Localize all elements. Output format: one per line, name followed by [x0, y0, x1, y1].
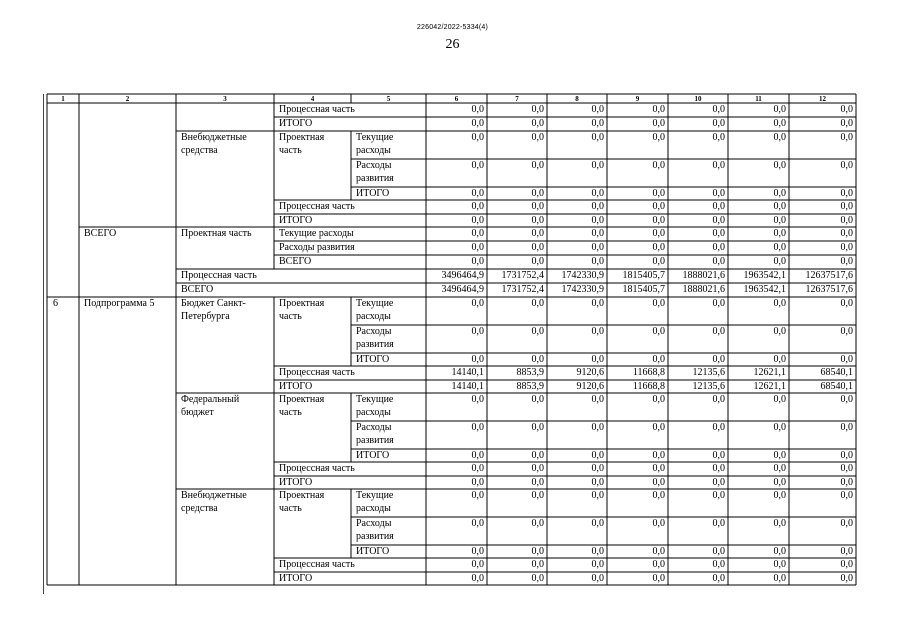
row-label: Проектная часть [181, 228, 252, 239]
value-cell: 0,0 [840, 326, 853, 337]
value-cell: 0,0 [773, 546, 786, 557]
value-cell: 0,0 [471, 477, 484, 488]
row-label: Проектная часть [279, 490, 325, 514]
row-label: Текущие расходы [356, 298, 394, 322]
value-cell: 0,0 [712, 573, 725, 584]
value-cell: 0,0 [652, 118, 665, 129]
value-cell: 0,0 [840, 298, 853, 309]
row-label: ИТОГО [279, 477, 313, 488]
value-cell: 0,0 [840, 573, 853, 584]
column-header: 2 [125, 95, 130, 103]
value-cell: 0,0 [773, 573, 786, 584]
value-cell: 0,0 [531, 228, 544, 239]
value-cell: 0,0 [840, 242, 853, 253]
value-cell: 0,0 [591, 118, 604, 129]
value-cell: 0,0 [591, 518, 604, 529]
value-cell: 0,0 [652, 546, 665, 557]
value-cell: 1963542,1 [743, 284, 786, 295]
value-cell: 0,0 [712, 394, 725, 405]
value-cell: 0,0 [531, 450, 544, 461]
value-cell: 0,0 [773, 354, 786, 365]
value-cell: 0,0 [773, 422, 786, 433]
value-cell: 0,0 [773, 228, 786, 239]
value-cell: 0,0 [840, 394, 853, 405]
value-cell: 0,0 [773, 298, 786, 309]
value-cell: 0,0 [471, 559, 484, 570]
value-cell: 0,0 [471, 463, 484, 474]
value-cell: 0,0 [591, 450, 604, 461]
value-cell: 0,0 [591, 422, 604, 433]
row-label: Процессная часть [279, 367, 355, 378]
value-cell: 1742330,9 [561, 284, 604, 295]
value-cell: 0,0 [531, 201, 544, 212]
column-header: 4 [310, 95, 315, 103]
value-cell: 0,0 [591, 490, 604, 501]
value-cell: 0,0 [471, 394, 484, 405]
value-cell: 11668,8 [632, 381, 665, 392]
row-label: Расходы развития [356, 326, 394, 350]
row-label: 6 [53, 298, 58, 309]
value-cell: 0,0 [591, 188, 604, 199]
value-cell: 0,0 [652, 242, 665, 253]
row-label: Расходы развития [356, 160, 394, 184]
value-cell: 0,0 [652, 201, 665, 212]
value-cell: 12637517,6 [805, 270, 853, 281]
value-cell: 0,0 [840, 518, 853, 529]
value-cell: 14140,1 [451, 381, 484, 392]
value-cell: 0,0 [471, 422, 484, 433]
value-cell: 0,0 [840, 422, 853, 433]
value-cell: 0,0 [591, 132, 604, 143]
value-cell: 11668,8 [632, 367, 665, 378]
value-cell: 12621,1 [753, 381, 786, 392]
value-cell: 0,0 [531, 394, 544, 405]
value-cell: 0,0 [652, 573, 665, 584]
value-cell: 0,0 [840, 132, 853, 143]
value-cell: 0,0 [531, 298, 544, 309]
value-cell: 0,0 [712, 450, 725, 461]
value-cell: 0,0 [591, 242, 604, 253]
value-cell: 0,0 [712, 354, 725, 365]
value-cell: 0,0 [591, 256, 604, 267]
row-label: Подпрограмма 5 [84, 298, 155, 309]
value-cell: 0,0 [591, 573, 604, 584]
row-label: Расходы развития [356, 518, 394, 542]
value-cell: 0,0 [840, 256, 853, 267]
value-cell: 0,0 [712, 188, 725, 199]
value-cell: 0,0 [773, 188, 786, 199]
value-cell: 0,0 [712, 256, 725, 267]
value-cell: 0,0 [712, 490, 725, 501]
value-cell: 0,0 [652, 256, 665, 267]
value-cell: 0,0 [712, 215, 725, 226]
row-label: Расходы развития [356, 422, 394, 446]
value-cell: 0,0 [471, 298, 484, 309]
value-cell: 0,0 [471, 132, 484, 143]
value-cell: 0,0 [531, 546, 544, 557]
value-cell: 0,0 [773, 118, 786, 129]
value-cell: 0,0 [471, 118, 484, 129]
value-cell: 0,0 [531, 477, 544, 488]
value-cell: 0,0 [840, 228, 853, 239]
page-number: 26 [445, 37, 460, 52]
column-header: 11 [755, 95, 762, 103]
value-cell: 0,0 [712, 463, 725, 474]
value-cell: 68540,1 [820, 367, 853, 378]
value-cell: 0,0 [591, 104, 604, 115]
value-cell: 9120,6 [576, 367, 604, 378]
value-cell: 0,0 [840, 490, 853, 501]
row-label: Текущие расходы [356, 490, 394, 514]
value-cell: 0,0 [773, 450, 786, 461]
value-cell: 0,0 [712, 477, 725, 488]
value-cell: 0,0 [471, 546, 484, 557]
value-cell: 0,0 [652, 394, 665, 405]
value-cell: 0,0 [531, 326, 544, 337]
row-label: Процессная часть [279, 559, 355, 570]
value-cell: 0,0 [531, 188, 544, 199]
value-cell: 0,0 [773, 132, 786, 143]
value-cell: 0,0 [840, 450, 853, 461]
value-cell: 0,0 [591, 326, 604, 337]
value-cell: 1742330,9 [561, 270, 604, 281]
value-cell: 12135,6 [692, 381, 725, 392]
value-cell: 0,0 [773, 518, 786, 529]
value-cell: 0,0 [773, 394, 786, 405]
value-cell: 12135,6 [692, 367, 725, 378]
value-cell: 0,0 [652, 132, 665, 143]
value-cell: 0,0 [840, 354, 853, 365]
value-cell: 0,0 [712, 298, 725, 309]
value-cell: 0,0 [712, 160, 725, 171]
value-cell: 0,0 [591, 477, 604, 488]
value-cell: 0,0 [773, 326, 786, 337]
value-cell: 12621,1 [753, 367, 786, 378]
value-cell: 0,0 [773, 490, 786, 501]
value-cell: 0,0 [471, 228, 484, 239]
row-label: ВСЕГО [279, 256, 312, 267]
value-cell: 0,0 [773, 463, 786, 474]
row-label: Внебюджетные средства [181, 132, 247, 156]
scan-artifact-line [43, 94, 44, 594]
column-header: 8 [575, 95, 579, 103]
value-cell: 0,0 [652, 559, 665, 570]
row-label: ВСЕГО [181, 284, 214, 295]
value-cell: 0,0 [773, 160, 786, 171]
row-label: Процессная часть [279, 104, 355, 115]
value-cell: 0,0 [712, 132, 725, 143]
value-cell: 0,0 [591, 463, 604, 474]
row-label: Проектная часть [279, 298, 325, 322]
value-cell: 0,0 [471, 242, 484, 253]
value-cell: 0,0 [471, 256, 484, 267]
value-cell: 0,0 [712, 242, 725, 253]
value-cell: 0,0 [712, 104, 725, 115]
value-cell: 0,0 [840, 118, 853, 129]
value-cell: 0,0 [531, 354, 544, 365]
value-cell: 0,0 [591, 394, 604, 405]
value-cell: 0,0 [652, 215, 665, 226]
value-cell: 0,0 [840, 546, 853, 557]
value-cell: 0,0 [591, 228, 604, 239]
value-cell: 0,0 [652, 518, 665, 529]
column-header: 12 [819, 95, 826, 103]
value-cell: 8853,9 [516, 367, 544, 378]
value-cell: 0,0 [712, 546, 725, 557]
value-cell: 0,0 [591, 201, 604, 212]
value-cell: 0,0 [531, 463, 544, 474]
value-cell: 0,0 [531, 160, 544, 171]
value-cell: 0,0 [471, 354, 484, 365]
row-label: ИТОГО [279, 381, 313, 392]
value-cell: 0,0 [712, 518, 725, 529]
value-cell: 0,0 [652, 450, 665, 461]
value-cell: 0,0 [652, 326, 665, 337]
row-label: Расходы развития [279, 242, 355, 253]
value-cell: 9120,6 [576, 381, 604, 392]
value-cell: 0,0 [840, 201, 853, 212]
value-cell: 0,0 [531, 518, 544, 529]
document-registration-number: 226042/2022-5334(4) [416, 24, 489, 31]
row-label: Процессная часть [181, 270, 257, 281]
value-cell: 14140,1 [451, 367, 484, 378]
row-label: Процессная часть [279, 463, 355, 474]
value-cell: 0,0 [652, 463, 665, 474]
value-cell: 0,0 [712, 118, 725, 129]
row-label: ИТОГО [279, 118, 313, 129]
row-label: Бюджет Санкт- Петербурга [181, 298, 246, 322]
value-cell: 0,0 [531, 559, 544, 570]
value-cell: 1963542,1 [743, 270, 786, 281]
row-label: ИТОГО [279, 573, 313, 584]
row-label: Федеральный бюджет [181, 394, 240, 418]
value-cell: 0,0 [773, 215, 786, 226]
row-label: ИТОГО [279, 215, 313, 226]
value-cell: 0,0 [652, 477, 665, 488]
value-cell: 0,0 [591, 160, 604, 171]
row-label: Процессная часть [279, 201, 355, 212]
value-cell: 0,0 [840, 463, 853, 474]
column-header: 5 [386, 95, 391, 103]
value-cell: 0,0 [773, 477, 786, 488]
value-cell: 1888021,6 [682, 284, 725, 295]
value-cell: 0,0 [471, 450, 484, 461]
value-cell: 0,0 [531, 573, 544, 584]
value-cell: 0,0 [712, 559, 725, 570]
row-label: ИТОГО [356, 450, 390, 461]
value-cell: 1888021,6 [682, 270, 725, 281]
value-cell: 0,0 [773, 256, 786, 267]
value-cell: 0,0 [591, 546, 604, 557]
column-header: 1 [61, 95, 65, 103]
value-cell: 0,0 [840, 559, 853, 570]
row-label: Проектная часть [279, 132, 325, 156]
value-cell: 0,0 [840, 477, 853, 488]
value-cell: 0,0 [652, 422, 665, 433]
value-cell: 0,0 [471, 104, 484, 115]
column-header: 7 [515, 95, 519, 103]
value-cell: 68540,1 [820, 381, 853, 392]
value-cell: 0,0 [471, 518, 484, 529]
value-cell: 0,0 [531, 118, 544, 129]
value-cell: 0,0 [712, 326, 725, 337]
value-cell: 0,0 [652, 228, 665, 239]
value-cell: 1815405,7 [622, 270, 665, 281]
value-cell: 0,0 [712, 422, 725, 433]
value-cell: 0,0 [840, 160, 853, 171]
row-label: ИТОГО [356, 546, 390, 557]
value-cell: 0,0 [652, 298, 665, 309]
value-cell: 0,0 [652, 104, 665, 115]
row-label: ИТОГО [356, 354, 390, 365]
value-cell: 12637517,6 [805, 284, 853, 295]
value-cell: 1731752,4 [501, 270, 544, 281]
value-cell: 0,0 [471, 160, 484, 171]
value-cell: 0,0 [531, 256, 544, 267]
value-cell: 0,0 [773, 104, 786, 115]
value-cell: 0,0 [471, 573, 484, 584]
value-cell: 0,0 [471, 490, 484, 501]
value-cell: 0,0 [531, 242, 544, 253]
value-cell: 0,0 [471, 326, 484, 337]
row-label: Текущие расходы [356, 132, 394, 156]
value-cell: 0,0 [712, 201, 725, 212]
value-cell: 0,0 [840, 188, 853, 199]
value-cell: 0,0 [773, 201, 786, 212]
row-label: ВСЕГО [84, 228, 117, 239]
value-cell: 3496464,9 [441, 284, 484, 295]
row-label: Внебюджетные средства [181, 490, 247, 514]
value-cell: 0,0 [652, 188, 665, 199]
value-cell: 0,0 [531, 104, 544, 115]
column-header: 6 [454, 95, 459, 103]
value-cell: 0,0 [471, 201, 484, 212]
value-cell: 0,0 [531, 215, 544, 226]
column-header: 10 [694, 95, 702, 103]
value-cell: 0,0 [652, 490, 665, 501]
row-label: Проектная часть [279, 394, 325, 418]
value-cell: 0,0 [471, 188, 484, 199]
value-cell: 0,0 [773, 559, 786, 570]
value-cell: 0,0 [531, 490, 544, 501]
value-cell: 0,0 [591, 559, 604, 570]
value-cell: 0,0 [531, 422, 544, 433]
value-cell: 0,0 [652, 354, 665, 365]
value-cell: 0,0 [531, 132, 544, 143]
value-cell: 0,0 [471, 215, 484, 226]
value-cell: 0,0 [652, 160, 665, 171]
value-cell: 1815405,7 [622, 284, 665, 295]
value-cell: 0,0 [840, 215, 853, 226]
value-cell: 3496464,9 [441, 270, 484, 281]
row-label: ИТОГО [356, 188, 390, 199]
value-cell: 0,0 [591, 298, 604, 309]
column-header: 3 [223, 95, 227, 103]
value-cell: 0,0 [591, 354, 604, 365]
value-cell: 0,0 [840, 104, 853, 115]
row-label: Текущие расходы [279, 228, 354, 239]
row-label: Текущие расходы [356, 394, 394, 418]
value-cell: 1731752,4 [501, 284, 544, 295]
value-cell: 8853,9 [516, 381, 544, 392]
value-cell: 0,0 [712, 228, 725, 239]
value-cell: 0,0 [591, 215, 604, 226]
column-header: 9 [635, 95, 640, 103]
value-cell: 0,0 [773, 242, 786, 253]
